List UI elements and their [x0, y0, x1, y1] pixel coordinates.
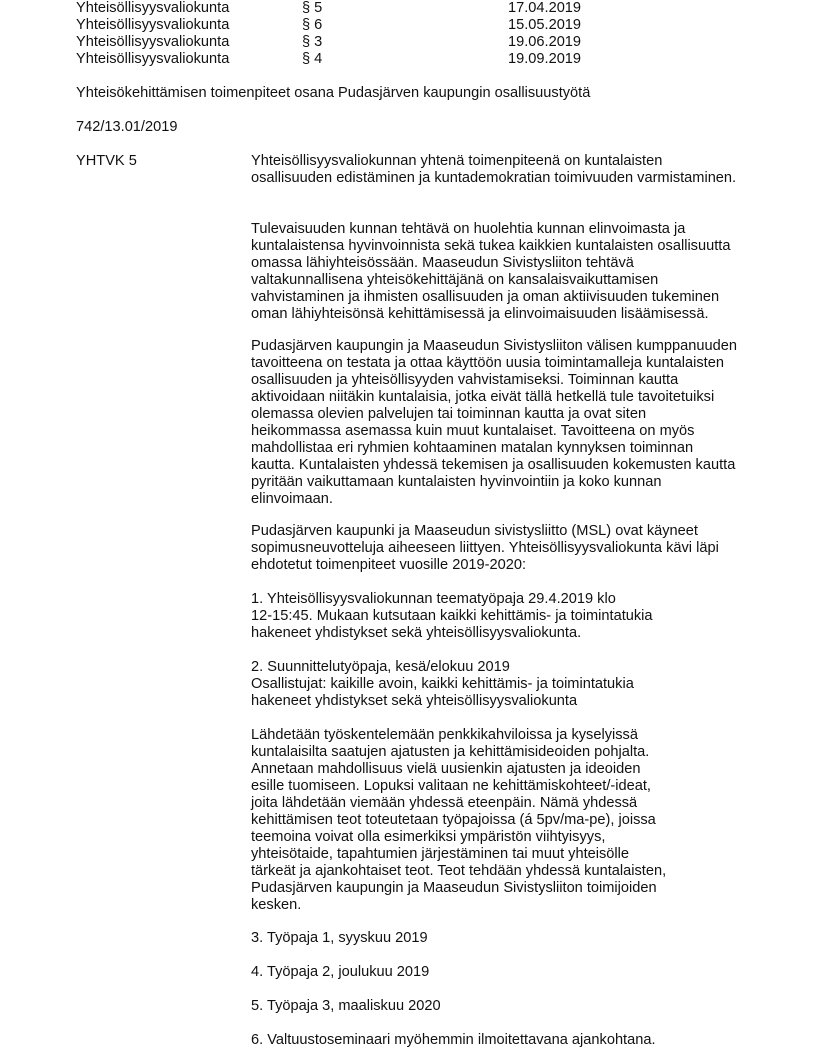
paragraph-future-municipality [251, 221, 771, 323]
list-item [251, 1032, 656, 1049]
text-line: kesken. [251, 897, 302, 913]
text-line: oman lähiyhteisönsä kehittämisessä ja elinvoimaisuuden lisäämisessä. [251, 306, 709, 322]
list-item [251, 930, 428, 947]
text-line: Osallistujat: kaikille avoin, kaikki kehittämis- ja toimintatukia [251, 676, 634, 692]
history-body: Yhteisöllisyysvaliokunta [76, 17, 230, 33]
history-row [76, 17, 696, 34]
history-section: § 4 [302, 51, 323, 67]
paragraph-partnership [251, 338, 771, 508]
text-line: valtakunnallisena yhteisökehittäjänä on kansalaisvaikuttamisen [251, 272, 659, 288]
history-date: 19.09.2019 [508, 51, 582, 67]
history-body: Yhteisöllisyysvaliokunta [76, 0, 230, 16]
list-item [251, 998, 441, 1015]
text-line: kehittämisen teot toteutetaan työpajoissa (á 5pv/ma-pe), joissa [251, 812, 656, 828]
history-body: Yhteisöllisyysvaliokunta [76, 34, 230, 50]
document-title: Yhteisökehittämisen toimenpiteet osana Pudasjärven kaupungin osallisuustyötä [76, 85, 591, 101]
text-line: ehdotetut toimenpiteet vuosille 2019-2020: [251, 557, 527, 573]
text-line: 4. Työpaja 2, joulukuu 2019 [251, 964, 430, 980]
text-line: vahvistaminen ja ihmisten osallisuuden ja oman aktiivisuuden tukeminen [251, 289, 720, 305]
text-line: 12-15:45. Mukaan kutsutaan kaikki kehittämis- ja toimintatukia [251, 608, 653, 624]
text-line: Lähdetään työskentelemään penkkikahviloissa ja kyselyissä [251, 727, 638, 743]
list-item [251, 964, 429, 981]
text-line: yhteisötaide, tapahtumien järjestäminen tai muut yhteisölle [251, 846, 630, 862]
list-item [251, 659, 634, 710]
text-line: heikommassa asemassa kuin muut kuntalaiset. Tavoitteena on myös [251, 423, 695, 439]
text-line: kuntalaistensa hyvinvoinnista sekä tukea kaikkien kuntalaisten osallisuutta [251, 238, 731, 254]
text-line: pyritään vaikuttamaan kuntalaisten hyvinvointiin ja koko kunnan [251, 474, 662, 490]
text-line: Tulevaisuuden kunnan tehtävä on huolehtia kunnan elinvoimasta ja [251, 221, 686, 237]
text-line: elinvoimaan. [251, 491, 333, 507]
paragraph-negotiations [251, 523, 771, 574]
text-line: 5. Työpaja 3, maaliskuu 2020 [251, 998, 441, 1014]
text-line: Pudasjärven kaupunki ja Maaseudun sivistysliitto (MSL) ovat käyneet [251, 523, 698, 539]
reference-number: 742/13.01/2019 [76, 119, 178, 135]
text-line: 1. Yhteisöllisyysvaliokunnan teematyöpaja 29.4.2019 klo [251, 591, 616, 607]
history-date: 15.05.2019 [508, 17, 582, 33]
history-row [76, 34, 696, 51]
history-section: § 3 [302, 34, 323, 50]
paragraph-intro [251, 153, 771, 187]
list-item [251, 591, 653, 642]
text-line: joita lähdetään viemään yhdessä eteenpäin. Nämä yhdessä [251, 795, 638, 811]
text-line: Pudasjärven kaupungin ja Maaseudun Sivistysliiton toimijoiden [251, 880, 657, 896]
list-item-description [251, 727, 666, 914]
text-line: osallisuuden edistäminen ja kuntademokratian toimivuuden varmistaminen. [251, 170, 737, 186]
text-line: kuntalaisilta saatujen ajatusten ja kehittämisideoiden pohjalta. [251, 744, 650, 760]
text-line: osallisuuden ja yhteisöllisyyden vahvistamiseksi. Toiminnan kautta [251, 372, 679, 388]
text-line: hakeneet yhdistykset sekä yhteisöllisyysvaliokunta [251, 693, 578, 709]
item-code: YHTVK 5 [76, 153, 137, 169]
history-date: 17.04.2019 [508, 0, 582, 16]
history-row [76, 0, 696, 17]
text-line: esille tuomiseen. Lopuksi valitaan ne kehittämiskohteet/-ideat, [251, 778, 651, 794]
text-line: omassa lähiyhteisössään. Maaseudun Sivistysliiton tehtävä [251, 255, 634, 271]
text-line: 3. Työpaja 1, syyskuu 2019 [251, 930, 428, 946]
text-line: 2. Suunnittelutyöpaja, kesä/elokuu 2019 [251, 659, 510, 675]
text-line: sopimusneuvotteluja aiheeseen liittyen. Yhteisöllisyysvaliokunta kävi läpi [251, 540, 719, 556]
history-body: Yhteisöllisyysvaliokunta [76, 51, 230, 67]
history-date: 19.06.2019 [508, 34, 582, 50]
history-row [76, 51, 696, 68]
text-line: Annetaan mahdollisuus vielä uusienkin ajatusten ja ideoiden [251, 761, 641, 777]
text-line: hakeneet yhdistykset sekä yhteisöllisyysvaliokunta. [251, 625, 582, 641]
text-line: teemoina voivat olla esimerkiksi ympäristön viihtyisyys, [251, 829, 606, 845]
text-line: kautta. Kuntalaisten yhdessä tekemisen ja osallisuuden kokemusten kautta [251, 457, 736, 473]
text-line: 6. Valtuustoseminaari myöhemmin ilmoitettavana ajankohtana. [251, 1032, 656, 1048]
text-line: tärkeät ja ajankohtaiset teot. Teot tehdään yhdessä kuntalaisten, [251, 863, 667, 879]
history-section: § 6 [302, 17, 323, 33]
text-line: Pudasjärven kaupungin ja Maaseudun Sivistysliiton välisen kumppanuuden [251, 338, 737, 354]
history-section: § 5 [302, 0, 323, 16]
text-line: tavoitteena on testata ja ottaa käyttöön uusia toimintamalleja kuntalaisten [251, 355, 724, 371]
text-line: Yhteisöllisyysvaliokunnan yhtenä toimenpiteenä on kuntalaisten [251, 153, 663, 169]
text-line: olemassa olevien palvelujen tai toiminnan kautta ja ovat siten [251, 406, 647, 422]
text-line: mahdollistaa eri ryhmien kohtaaminen matalan kynnyksen toiminnan [251, 440, 694, 456]
text-line: aktivoidaan niitäkin kuntalaisia, jotka eivät tällä hetkellä tule tavoitetuiksi [251, 389, 715, 405]
